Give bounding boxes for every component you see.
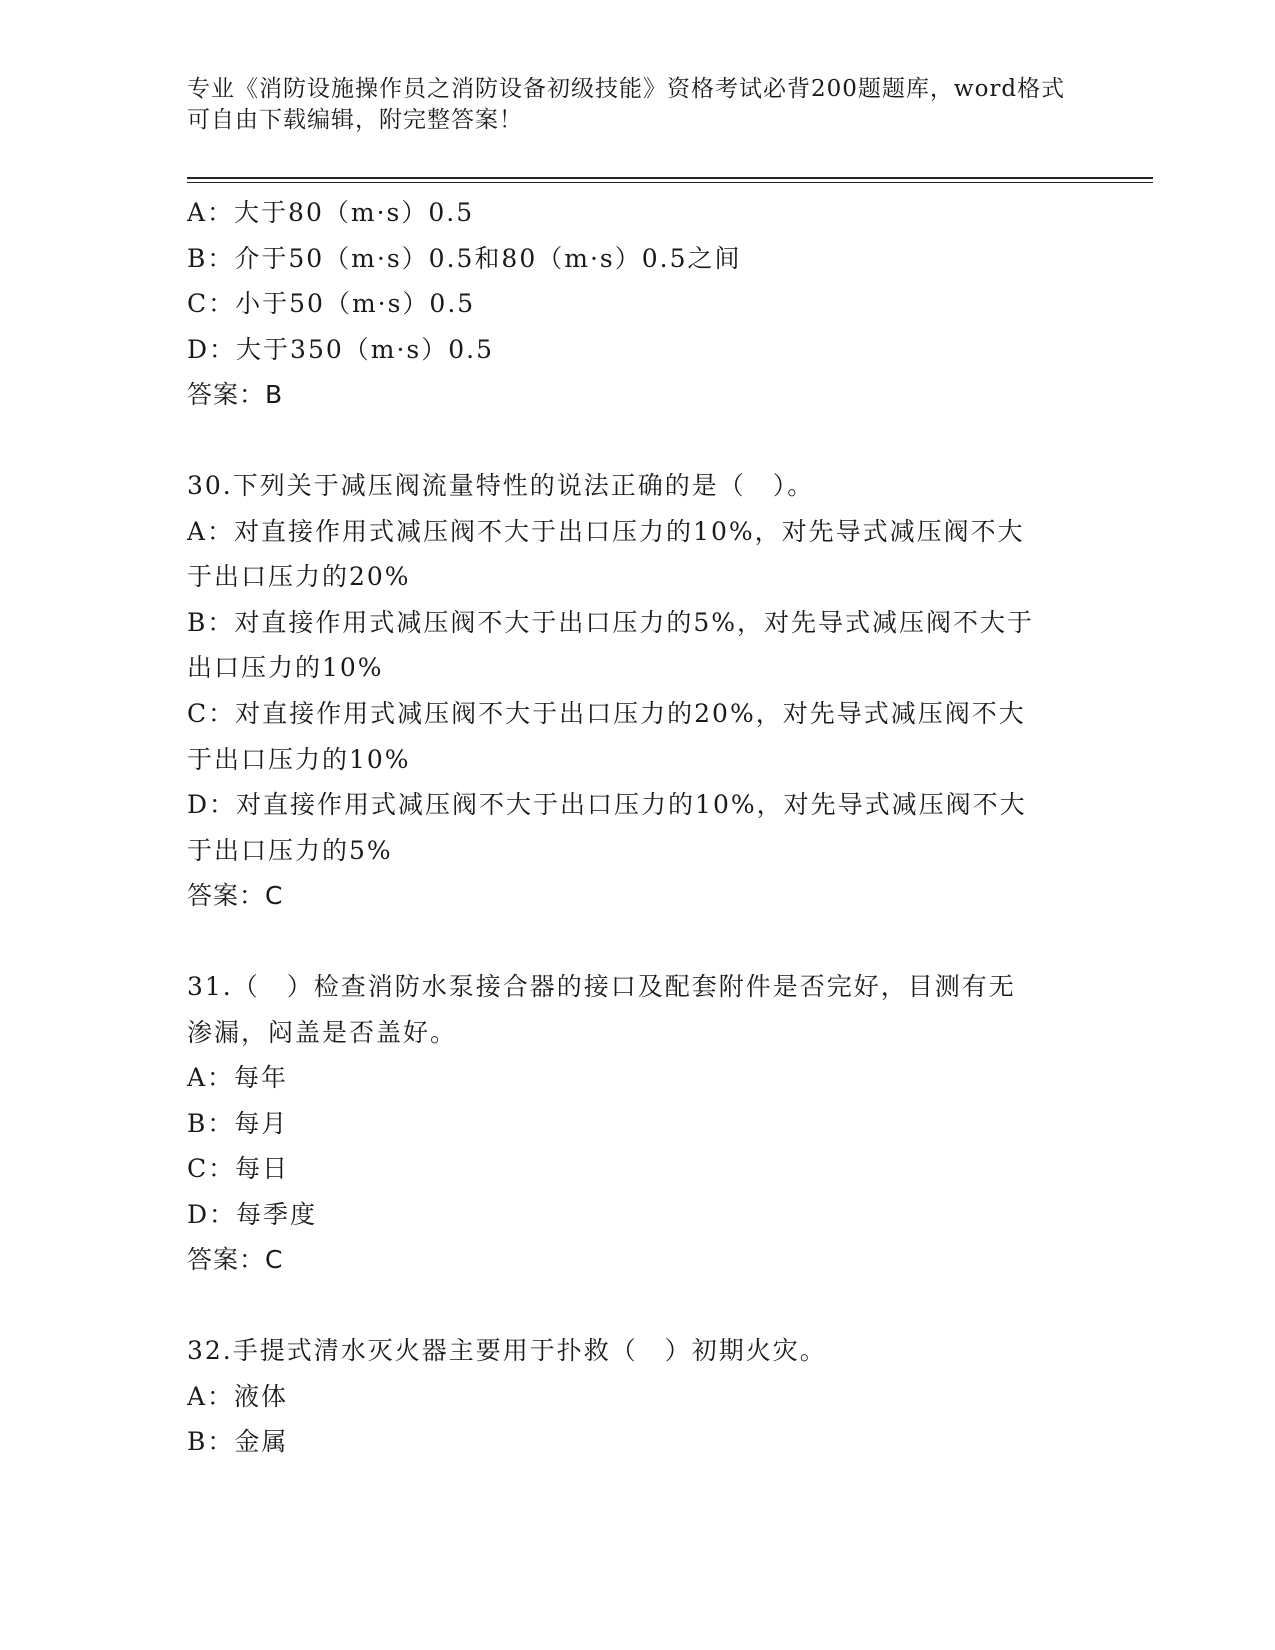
option-a: A：液体	[187, 1381, 289, 1411]
question-stem: 32.手提式清水灭火器主要用于扑救（ ）初期火灾。	[187, 1336, 827, 1366]
option-d: D：大于350（m·s）0.5	[187, 334, 495, 364]
answer-line: 答案：B	[187, 380, 284, 410]
option-line: 出口压力的10%	[187, 653, 384, 683]
option-line: 于出口压力的5%	[187, 835, 393, 865]
header-divider	[187, 177, 1153, 183]
question-32	[187, 1328, 1087, 1465]
question-stem: 31.（ ）检查消防水泵接合器的接口及配套附件是否完好，目测有无	[187, 971, 1016, 1001]
option-line: 于出口压力的10%	[187, 744, 411, 774]
option-b: B：金属	[187, 1427, 289, 1457]
option-a: A：每年	[187, 1063, 289, 1093]
option-c: C：小于50（m·s）0.5	[187, 289, 476, 319]
question-stem: 30.下列关于减压阀流量特性的说法正确的是（ ）。	[187, 470, 815, 500]
option-a: A：大于80（m·s）0.5	[187, 198, 475, 227]
option-line: A：对直接作用式减压阀不大于出口压力的10%，对先导式减压阀不大	[187, 516, 1025, 546]
option-b: B：每月	[187, 1108, 289, 1138]
spacer	[187, 919, 1087, 964]
answer-line: 答案：C	[187, 881, 284, 911]
answer-line: 答案：C	[187, 1245, 284, 1275]
option-b: B：介于50（m·s）0.5和80（m·s）0.5之间	[187, 243, 742, 273]
option-line: D：对直接作用式减压阀不大于出口压力的10%，对先导式减压阀不大	[187, 790, 1027, 820]
spacer	[187, 418, 1087, 463]
question-31	[187, 964, 1087, 1283]
option-line: B：对直接作用式减压阀不大于出口压力的5%，对先导式减压阀不大于	[187, 607, 1035, 637]
option-d: D：每季度	[187, 1199, 318, 1229]
question-stem: 渗漏，闷盖是否盖好。	[187, 1017, 458, 1047]
page-header: 专业《消防设施操作员之消防设备初级技能》资格考试必背200题题库，word格式可自由下载编辑，附完整答案！	[187, 76, 1066, 133]
option-c: C：每日	[187, 1154, 290, 1184]
question-content	[187, 190, 1087, 1465]
question-30	[187, 463, 1087, 919]
option-line: 于出口压力的20%	[187, 562, 411, 592]
option-line: C：对直接作用式减压阀不大于出口压力的20%，对先导式减压阀不大	[187, 698, 1026, 728]
prev-question	[187, 190, 1087, 418]
spacer	[187, 1283, 1087, 1328]
